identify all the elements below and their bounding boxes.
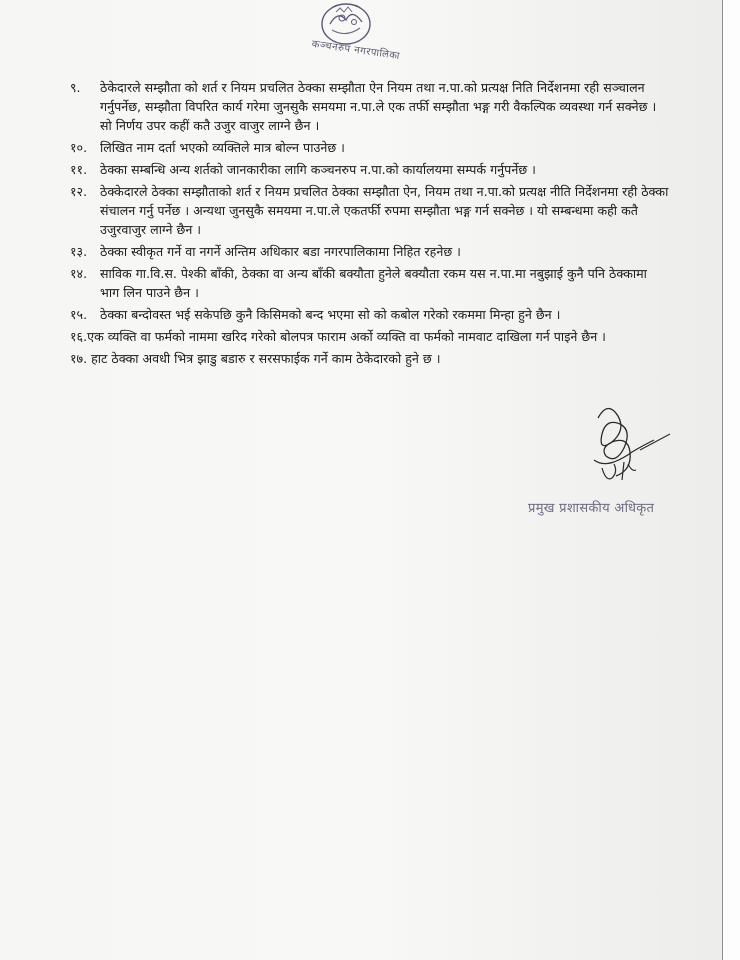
clause-text: १७. हाट ठेक्का अवधी भित्र झाडु बडारु र सरसफाईक गर्ने काम ठेकेदारको हुने छ । (70, 351, 441, 366)
clauses-list (70, 78, 670, 371)
clause-text: ठेकेदारले सम्झौता को शर्त र नियम प्रचलित ठेक्का सम्झौता ऐन नियम तथा न.पा.को प्रत्यक्ष निति निर्देशनमा रही सञ्चालन गर्नुपर्नेछ, सम्झौता विपरित कार्य गरेमा जुनसुकै समयमा न.पा.ले एक तर्फी सम्झौता भङ्ग गरी वैकल्पिक व्यवस्था गर्न सक्नेछ । सो निर्णय उपर कहीं कतै उजुर वाजुर लाग्ने छैन । (100, 80, 657, 133)
clause-9 (70, 78, 670, 135)
clause-16 (70, 327, 670, 346)
clause-12 (70, 182, 670, 239)
clause-text: ठेक्का सम्बन्धि अन्य शर्तको जानकारीका लागि कञ्चनरुप न.पा.को कार्यालयमा सम्पर्क गर्नुपर्नेछ । (100, 162, 536, 177)
clause-number: १२. (70, 184, 88, 199)
seal-text: कञ्चनरुप नगरपालिका (310, 38, 401, 63)
clause-14 (70, 264, 670, 302)
scan-margin (723, 0, 740, 960)
clause-number: १३. (70, 244, 88, 259)
clause-number: १०. (70, 140, 88, 155)
clause-15 (70, 305, 670, 324)
clause-text: ठेक्का स्वीकृत गर्ने वा नगर्ने अन्तिम अधिकार बडा नगरपालिकामा निहित रहनेछ । (100, 244, 461, 259)
clause-number: ९. (70, 80, 81, 95)
signatory-title: प्रमुख प्रशासकीय अधिकृत (528, 501, 655, 516)
clause-11 (70, 160, 670, 179)
clause-number: ११. (70, 162, 88, 177)
clause-number: १४. (70, 266, 88, 281)
clause-number: १५. (70, 307, 88, 322)
clause-10 (70, 138, 670, 157)
clause-17 (70, 349, 670, 368)
clause-text: लिखित नाम दर्ता भएको व्यक्तिले मात्र बोल्न पाउनेछ । (100, 140, 345, 155)
clause-13 (70, 242, 670, 261)
signature-icon (568, 398, 678, 510)
clause-text: ठेक्का बन्दोवस्त भई सकेपछि कुनै किसिमको बन्द भएमा सो को कबोल गरेको रकममा मिन्हा हुने छैन । (100, 307, 561, 322)
clause-text: १६.एक व्यक्ति वा फर्मको नाममा खरिद गरेको बोलपत्र फाराम अर्को व्यक्ति वा फर्मको नामवाट दाखिला गर्न पाइने छैन । (70, 329, 606, 344)
clause-text: साविक गा.वि.स. पेश्की बाँकी, ठेक्का वा अन्य बाँकी बक्यौता हुनेले बक्यौता रकम यस न.पा.मा नबुझाई कुनै पनि ठेक्कामा भाग लिन पाउने छैन । (100, 266, 647, 300)
clause-text: ठेक्केदारले ठेक्का सम्झौताको शर्त र नियम प्रचलित ठेक्का सम्झौता ऐन, नियम तथा न.पा.को प्रत्यक्ष नीति निर्देशनमा रही ठेक्का संचालन गर्नु पर्नेछ । अन्यथा जुनसुकै समयमा न.पा.ले एकतर्फी रुपमा सम्झौता भङ्ग गर्न सक्नेछ । यो सम्बन्धमा कही कतै उजुरवाजुर लाग्ने छैन । (100, 184, 669, 237)
